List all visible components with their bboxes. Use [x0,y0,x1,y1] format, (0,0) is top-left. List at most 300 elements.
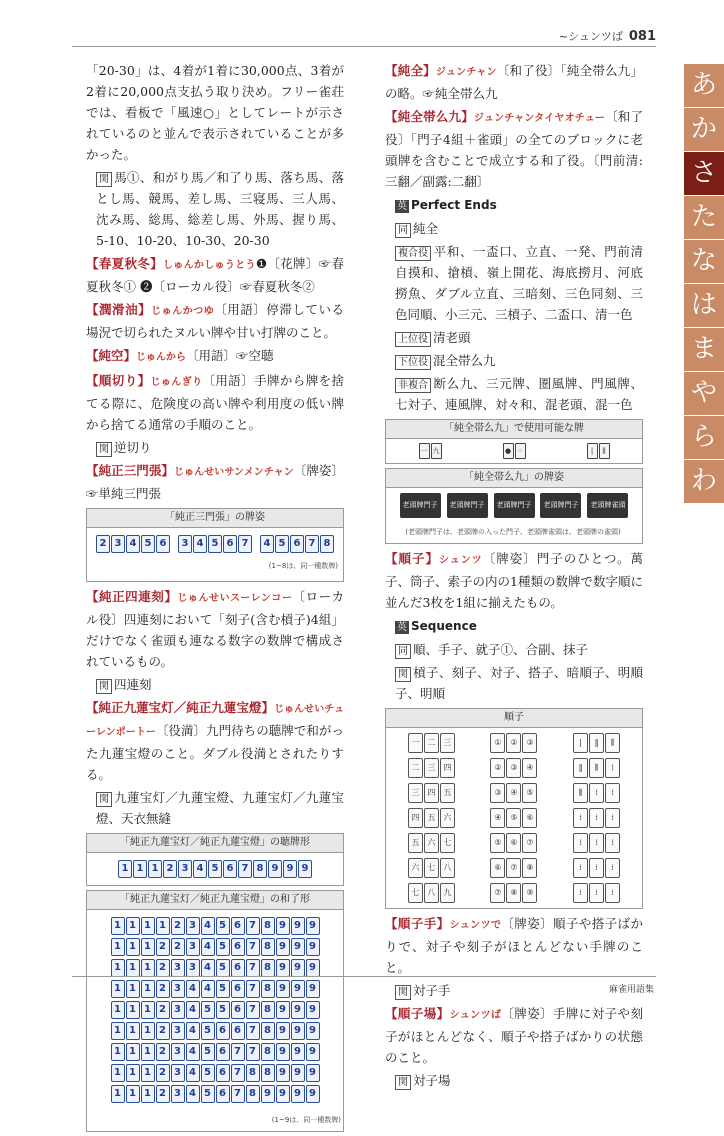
tile: ⑦ [506,858,521,878]
tile: 1 [148,860,162,878]
tile: 7 [231,1043,245,1061]
tile: 7 [246,1001,260,1019]
tab-a[interactable]: あ [684,64,724,108]
tile: 4 [186,1022,200,1040]
shuntsu-set [490,733,537,753]
tile: 6 [216,1043,230,1061]
tile: 7 [231,1064,245,1082]
tile: | [573,733,588,753]
tile: 五 [424,808,439,828]
tile: ④ [490,808,505,828]
tile: 3 [178,860,192,878]
entry-junkatsuyu: 【潤滑油】じゅんかつゆ〔用語〕停滞している場況で切られたヌルい牌や甘い打牌のこと。 [86,302,344,340]
tile-row [90,980,340,998]
tile: 7 [231,1085,245,1103]
tile: 3 [171,980,185,998]
tile: ⁘ [515,443,526,459]
tile: | [587,443,598,459]
tile: ‖ [573,758,588,778]
tile: ⁞ [605,833,620,853]
tile: ⁞ [589,883,604,903]
tile-row [90,917,340,935]
entry-junchan: 【純全】ジュンチャン〔和了役〕「純全帯么九」の略。☞純全帯么九 [385,63,643,101]
usable-tiles-panel [385,419,643,464]
tile: 1 [141,1043,155,1061]
tile: ⫼ [599,443,610,459]
tile: 1 [126,1043,140,1061]
tile-row [90,1064,340,1082]
related-terms: 関 対子手 [385,980,643,1001]
tile: 4 [201,959,215,977]
tile: 2 [171,938,185,956]
tile-row [90,1043,340,1061]
shuntsu-set [408,833,455,853]
tile: ⑨ [522,883,537,903]
related-terms: 関 逆切り [86,437,344,458]
tile: 9 [291,1043,305,1061]
tile: 六 [408,858,423,878]
tile: 八 [424,883,439,903]
tile: 9 [291,980,305,998]
tile: 9 [276,1022,290,1040]
tile: 9 [306,1043,320,1061]
shuntsu-set [408,883,455,903]
tile: ‖ [589,733,604,753]
churen-tenpai-panel [86,833,344,886]
tile-row [90,1001,340,1019]
shuntsu-set [573,858,620,878]
junchan-shape-panel [385,468,643,544]
tile: 5 [208,535,222,553]
tab-ka[interactable]: か [684,108,724,152]
tile: 一 [408,733,423,753]
tile: 5 [216,980,230,998]
tile: 9 [291,959,305,977]
tile: ⁞ [605,758,620,778]
tile: 六 [424,833,439,853]
tile: 8 [261,959,275,977]
tile: 9 [276,980,290,998]
tile: 5 [216,938,230,956]
tab-ma[interactable]: ま [684,328,724,372]
tile: 五 [408,833,423,853]
tile: 一 [419,443,430,459]
tile: 6 [231,938,245,956]
tile: 1 [156,917,170,935]
tile: 5 [216,959,230,977]
panel-note: (1~8は、同一種数牌) [268,562,338,570]
tile-row [90,1085,340,1103]
tile: 1 [111,1001,125,1019]
tile: 三 [408,783,423,803]
right-column [385,60,643,1093]
tile-group-label: 老頭牌門子 [494,493,535,518]
tile: 5 [201,1085,215,1103]
tile: 1 [111,1043,125,1061]
tile: 8 [246,1085,260,1103]
shuntsu-set [490,883,537,903]
shuntsu-set [490,833,537,853]
tile: 5 [216,917,230,935]
synonyms: 同 純全 [385,218,643,239]
entry-junkara: 【純空】じゅんから〔用語〕☞空聴 [86,348,274,363]
tab-wa[interactable]: わ [684,460,724,504]
tile: ⁞ [589,783,604,803]
shuntsu-set [573,733,620,753]
tile: 7 [246,917,260,935]
tile: 1 [111,1064,125,1082]
tile: ⑦ [490,883,505,903]
tab-ra[interactable]: ら [684,416,724,460]
related-terms: 関 対子場 [385,1070,643,1091]
tile: 2 [156,1001,170,1019]
tile: 七 [440,833,455,853]
tile: 8 [261,1001,275,1019]
tile: 6 [216,1064,230,1082]
shuntsu-set [573,783,620,803]
tile: 1 [141,1022,155,1040]
entry-shuntsu-ba: 【順子場】シュンツば〔牌姿〕手牌に対子や刻子がほとんどなく、順子や搭子ばかりの状態のこと。 [385,1006,643,1065]
tile-row [90,1022,340,1040]
tile: 1 [111,1085,125,1103]
shuntsu-set [490,783,537,803]
entry-junchan-taiyaochu: 【純全帯么九】ジュンチャンタイヤオチュー〔和了役〕「門子4組＋雀頭」の全てのブロックに老頭牌を含むことで成立する和了役。〔門前清:三翻／副露:二翻〕 [385,109,643,189]
tile: ⑤ [490,833,505,853]
shuntsu-set [408,808,455,828]
tile: 1 [111,959,125,977]
tile-group [587,443,610,459]
tile-row [90,860,340,878]
page-header [72,28,656,47]
tile: ③ [522,733,537,753]
tile: ④ [522,758,537,778]
tile: 6 [216,1022,230,1040]
tile: 3 [171,1001,185,1019]
tile: 9 [306,1064,320,1082]
entry-jungiri: 【順切り】じゅんぎり〔用語〕手牌から牌を捨てる際に、危険度の高い牌や利用度の低い牌から捨てる通常の手順のこと。 [86,373,344,432]
tab-ha[interactable]: は [684,284,724,328]
tile: ⁞ [573,883,588,903]
shuntsu-set [573,833,620,853]
tile: 9 [291,938,305,956]
english-term: 英 Sequence [397,619,477,633]
tile: 8 [261,1064,275,1082]
tile: 1 [141,917,155,935]
tile: 二 [424,733,439,753]
tile: 3 [171,1085,185,1103]
tile: ⁞ [605,858,620,878]
tile: ⁞ [589,858,604,878]
tile: 4 [201,917,215,935]
shuntsu-set [408,858,455,878]
tile: 3 [171,959,185,977]
tile: 3 [186,959,200,977]
tile: ③ [506,758,521,778]
entry-text: 「20-30」は、4着が1着に30,000点、3着が2着に20,000点支払う取り決め。フリー雀荘では、看板で「風速○」としてレートが示されているのと並んで表示されていることが多かった。 [86,63,344,162]
tile: 1 [141,980,155,998]
tile: 四 [440,758,455,778]
shuntsu-set [408,758,455,778]
tile: 9 [268,860,282,878]
tile: 8 [261,917,275,935]
tile: 4 [260,535,274,553]
tile: 5 [201,1064,215,1082]
related-terms: 関 槓子、刻子、対子、搭子、暗順子、明順子、明順 [395,665,643,701]
tile: 9 [276,938,290,956]
tile: 1 [141,1064,155,1082]
tile: ● [503,443,514,459]
tile: 1 [126,959,140,977]
tile: ⫼ [605,733,620,753]
tile: 三 [440,733,455,753]
tile: 9 [283,860,297,878]
tile: 2 [156,1085,170,1103]
panel-title: 「純正三門張」の牌姿 [87,509,343,528]
tile: 8 [253,860,267,878]
tile: 6 [231,959,245,977]
related-terms: 関 馬①、和がり馬／和了り馬、落ち馬、落とし馬、競馬、差し馬、三寝馬、三人馬、沈み馬、総馬、総差し馬、外馬、握り馬、5-10、10-20、10-30、20-30 [96,170,344,248]
tile: 1 [141,1001,155,1019]
tile: 4 [201,980,215,998]
tile: 5 [208,860,222,878]
combinable-yaku: 複合役 平和、一盃口、立直、一発、門前清自摸和、搶槓、嶺上開花、海底撈月、河底撈魚、ダブル立直、三暗刻、三色同刻、三色同順、小三元、三槓子、二盃口、清一色 [395,244,643,322]
tile: 9 [276,917,290,935]
tile: ⁞ [589,808,604,828]
related-terms: 関 四連刻 [86,674,344,695]
tile: 6 [231,980,245,998]
tile: 2 [156,1022,170,1040]
tile: 9 [291,1085,305,1103]
tile: 5 [141,535,155,553]
tile: 1 [126,1001,140,1019]
upper-yaku: 上位役 清老頭 [385,327,643,348]
tile: 1 [126,938,140,956]
tile: ⫼ [573,783,588,803]
shuntsu-panel [385,708,643,909]
tile: ① [490,733,505,753]
tile: 9 [276,1064,290,1082]
non-combinable-yaku: 非複合 断么九、三元牌、圏風牌、門風牌、七対子、連風牌、対々和、混老頭、混一色 [395,376,643,412]
tile: 6 [156,535,170,553]
panel-title: 「純正九蓮宝灯／純正九蓮宝燈」の和了形 [87,891,343,910]
tile: 6 [223,860,237,878]
tile: ⑥ [522,808,537,828]
tile: 8 [261,1043,275,1061]
tab-sa[interactable]: さ [684,152,724,196]
index-tabs [684,64,724,504]
tile: 七 [424,858,439,878]
shuntsu-set [490,758,537,778]
tile-row [90,535,340,553]
shuntsu-set [573,883,620,903]
tile: 2 [156,1064,170,1082]
tile: 5 [275,535,289,553]
tile: ⫼ [589,758,604,778]
tile-group-label: 老頭牌雀頭 [587,493,628,518]
entry-shuntsu-te: 【順子手】シュンツで〔牌姿〕順子や搭子ばかりで、対子や刻子がほとんどない手牌のこと。 [385,916,643,975]
page-number: 081 [628,29,656,44]
shuntsu-set [573,758,620,778]
tile: 5 [201,1043,215,1061]
tile: 7 [246,980,260,998]
tile: 5 [216,1001,230,1019]
tile: 6 [290,535,304,553]
footer-rule [72,976,656,977]
tile: ⁞ [605,808,620,828]
tile: 7 [246,1043,260,1061]
related-terms: 関 九蓮宝灯／九蓮宝燈、九蓮宝灯／九蓮宝燈、天衣無縫 [96,790,344,826]
entry-shuntsu: 【順子】シュンツ〔牌姿〕門子のひとつ。萬子、筒子、索子の内の1種類の数牌で数字順に並んだ3枚を1組に揃えたもの。 [385,551,643,610]
tile: 2 [171,917,185,935]
tile: 9 [276,959,290,977]
tile: 9 [276,1043,290,1061]
tile: 1 [141,938,155,956]
tile: 1 [126,980,140,998]
tile: ⁞ [573,833,588,853]
panel-title: 「純正九蓮宝灯／純正九蓮宝燈」の聴牌形 [87,834,343,853]
panel-title: 「純全帯么九」の牌姿 [386,469,642,488]
tile: 1 [126,1022,140,1040]
tile: 9 [306,917,320,935]
tile: 3 [186,917,200,935]
tile: 五 [440,783,455,803]
tile: 9 [306,980,320,998]
entry-junsei-sanmenchan: 【純正三門張】じゅんせいサンメンチャン〔牌姿〕☞単純三門張 [86,463,344,501]
tile: 7 [238,535,252,553]
tile: 3 [111,535,125,553]
tile: 1 [133,860,147,878]
panel-note: (老頭牌門子は、老頭牌の入った門子、老頭牌雀頭は、老頭牌の雀頭) [405,528,621,536]
tile: 2 [96,535,110,553]
tile: 1 [126,917,140,935]
tile: 二 [408,758,423,778]
tab-ta[interactable]: た [684,196,724,240]
tile: 1 [126,1085,140,1103]
lower-yaku: 下位役 混全帯么九 [385,350,643,371]
tile: 4 [193,860,207,878]
tile: 1 [111,938,125,956]
tile: ⁞ [573,858,588,878]
tile: 8 [261,938,275,956]
tile: 7 [246,1022,260,1040]
tile: 2 [156,938,170,956]
tile: ⑥ [506,833,521,853]
tile: ⑥ [490,858,505,878]
entry-junsei-churen: 【純正九蓮宝灯／純正九蓮宝燈】じゅんせいチューレンポートー〔役満〕九門待ちの聴牌で和がった九蓮宝燈のこと。ダブル役満とされたりする。 [86,700,344,782]
tile: 6 [216,1085,230,1103]
tile: 3 [178,535,192,553]
tile: 4 [186,1085,200,1103]
tile: 九 [440,883,455,903]
tile: 4 [126,535,140,553]
tile: ⁞ [605,883,620,903]
tile: ⑧ [522,858,537,878]
tile: 4 [186,1064,200,1082]
tile: 四 [424,783,439,803]
tile: 9 [306,938,320,956]
tile: 2 [156,980,170,998]
tile: 8 [320,535,334,553]
tile: 9 [291,1022,305,1040]
tile: 9 [276,1001,290,1019]
tile: 6 [231,917,245,935]
tile: 9 [306,1085,320,1103]
tile: 9 [306,959,320,977]
tile: 四 [408,808,423,828]
entry-shunkashuto: 【春夏秋冬】しゅんかしゅうとう❶〔花牌〕☞春夏秋冬① ❷〔ローカル役〕☞春夏秋冬② [86,256,344,294]
tile: 9 [306,1022,320,1040]
tile: 4 [193,535,207,553]
tile-group-label: 老頭牌門子 [540,493,581,518]
tile: 1 [141,959,155,977]
tile: ② [490,758,505,778]
tile: 9 [276,1085,290,1103]
tab-na[interactable]: な [684,240,724,284]
entry-junsei-surenko: 【純正四連刻】じゅんせいスーレンコー〔ローカル役〕四連刻において「刻子(含む槓子)4組」だけでなく雀頭も連なる数字の数牌で構成されているもの。 [86,589,344,669]
tile: 4 [186,1043,200,1061]
tile: ④ [506,783,521,803]
tile: ⁞ [605,783,620,803]
tile: ② [506,733,521,753]
panel-note: (1~9は、同一種数牌) [271,1116,341,1124]
tile: 1 [118,860,132,878]
tile: 9 [291,917,305,935]
tile: 1 [111,917,125,935]
tile: 1 [126,1064,140,1082]
tab-ya[interactable]: や [684,372,724,416]
tile: 6 [231,1022,245,1040]
panel-title: 「純全帯么九」で使用可能な牌 [386,420,642,439]
tile-row [90,938,340,956]
tile: ⁞ [589,833,604,853]
tile-group [503,443,526,459]
tile: 6 [223,535,237,553]
shuntsu-set [490,858,537,878]
tile: 1 [141,1085,155,1103]
sanmenchan-panel [86,508,344,582]
tile: 2 [156,959,170,977]
tile: 8 [246,1064,260,1082]
tile: 2 [163,860,177,878]
english-term: 英 Perfect Ends [397,198,497,212]
tile: 9 [261,1085,275,1103]
tile: 5 [201,1001,215,1019]
tile: 3 [171,1022,185,1040]
tile: 2 [156,1043,170,1061]
footer-text: 麻雀用語集 [608,985,654,995]
tile: 8 [261,980,275,998]
shuntsu-set [490,808,537,828]
tile: 9 [298,860,312,878]
tile: ⑧ [506,883,521,903]
synonyms: 同 順、手子、就子①、合副、抹子 [385,639,643,660]
tile: 4 [201,938,215,956]
tile: 6 [231,1001,245,1019]
tile: 7 [246,959,260,977]
shuntsu-set [408,733,455,753]
tile: 三 [424,758,439,778]
tile: ⁞ [573,808,588,828]
shuntsu-set [408,783,455,803]
tile: 3 [171,1064,185,1082]
tile: ③ [490,783,505,803]
tile: 5 [201,1022,215,1040]
tile: 9 [306,1001,320,1019]
tile: 七 [408,883,423,903]
shuntsu-set [573,808,620,828]
running-head: ~シュンツば 081 [558,29,656,44]
tile: 八 [440,858,455,878]
